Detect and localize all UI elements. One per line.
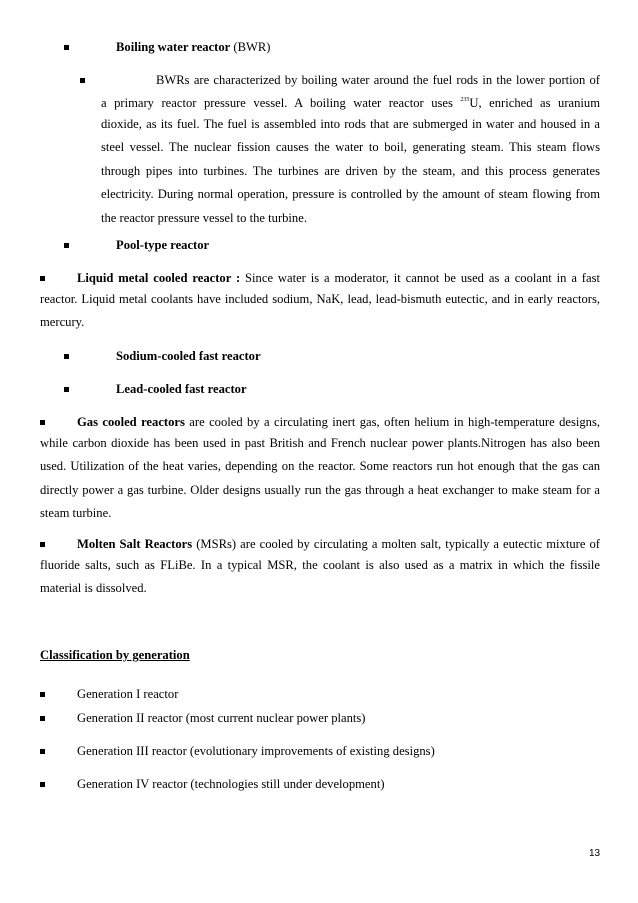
bullet-icon (40, 420, 45, 425)
generation-heading: Classification by generation (40, 648, 190, 662)
bwr-heading (116, 39, 270, 55)
lead-heading (116, 381, 247, 397)
bullet-icon (64, 243, 69, 248)
liquid-metal-line1 (77, 270, 600, 286)
page-number: 13 (589, 848, 601, 859)
pool-heading (116, 237, 209, 253)
gas-line1-text: are cooled by a circulating inert gas, often helium in high-temperature designs, (184, 415, 600, 429)
pool-title: Pool-type reactor (116, 238, 210, 252)
sodium-heading (116, 348, 261, 364)
msr-line1 (77, 536, 600, 552)
bullet-icon (40, 542, 45, 547)
sodium-title: Sodium-cooled fast reactor (116, 349, 261, 363)
bwr-line2-pre: a primary reactor pressure vessel. A boiling water reactor uses (101, 96, 461, 110)
gas-title: Gas cooled reactors (77, 415, 185, 429)
bullet-icon (64, 387, 69, 392)
generation-item: Generation II reactor (most current nuclear power plants) (77, 711, 366, 725)
msr-line1-text: (MSRs) are cooled by circulating a molten salt, typically a eutectic mixture of (192, 537, 600, 551)
liquid-metal-title: Liquid metal cooled reactor : (77, 271, 241, 285)
bullet-icon (40, 276, 45, 281)
bwr-description-line1: BWRs are characterized by boiling water around the fuel rods in the lower portion of (156, 73, 600, 87)
bwr-title: Boiling water reactor (116, 40, 231, 54)
bullet-icon (40, 749, 45, 754)
lead-title: Lead-cooled fast reactor (116, 382, 247, 396)
gas-line1 (77, 414, 600, 430)
generation-item: Generation III reactor (evolutionary improvements of existing designs) (77, 744, 435, 758)
generation-item: Generation I reactor (77, 687, 179, 701)
liquid-metal-line1-text: Since water is a moderator, it cannot be used as a coolant in a fast (240, 271, 600, 285)
bullet-icon (80, 78, 85, 83)
generation-item: Generation IV reactor (technologies still under development) (77, 777, 385, 791)
bwr-description-rest: dioxide, as its fuel. The fuel is assembled into rods that are submerged in water and housed in a steel vessel. The nuclear fission causes the water to boil, generating steam. This steam flows through pipes into turbines. The turbines are driven by the steam, and this process generates electricity. During normal operation, pressure is controlled by the amount of steam flowing from the reactor pressure vessel to the turbine. (101, 117, 600, 225)
bwr-suffix: (BWR) (230, 40, 271, 54)
liquid-metal-rest: reactor. Liquid metal coolants have included sodium, NaK, lead, lead-bismuth eutectic, and in early reactors, mercury. (40, 292, 600, 330)
msr-title: Molten Salt Reactors (77, 537, 193, 551)
bullet-icon (40, 692, 45, 697)
msr-rest: fluoride salts, such as FLiBe. In a typical MSR, the coolant is also used as a matrix in which the fissile material is dissolved. (40, 558, 600, 596)
bullet-icon (64, 354, 69, 359)
bwr-description-line2 (101, 95, 600, 111)
isotope-superscript: 235 (460, 97, 470, 103)
bullet-icon (64, 45, 69, 50)
bwr-line2-post: U, enriched as uranium (469, 96, 600, 110)
bullet-icon (40, 716, 45, 721)
bullet-icon (40, 782, 45, 787)
gas-rest: while carbon dioxide has been used in past British and French nuclear power plants.Nitrogen has also been used. Utilization of the heat varies, depending on the reactor. Some reactors run hot enough that the gas can directly power a gas turbine. Older designs usually run the gas through a heat exchanger to make steam for a steam turbine. (40, 436, 600, 521)
